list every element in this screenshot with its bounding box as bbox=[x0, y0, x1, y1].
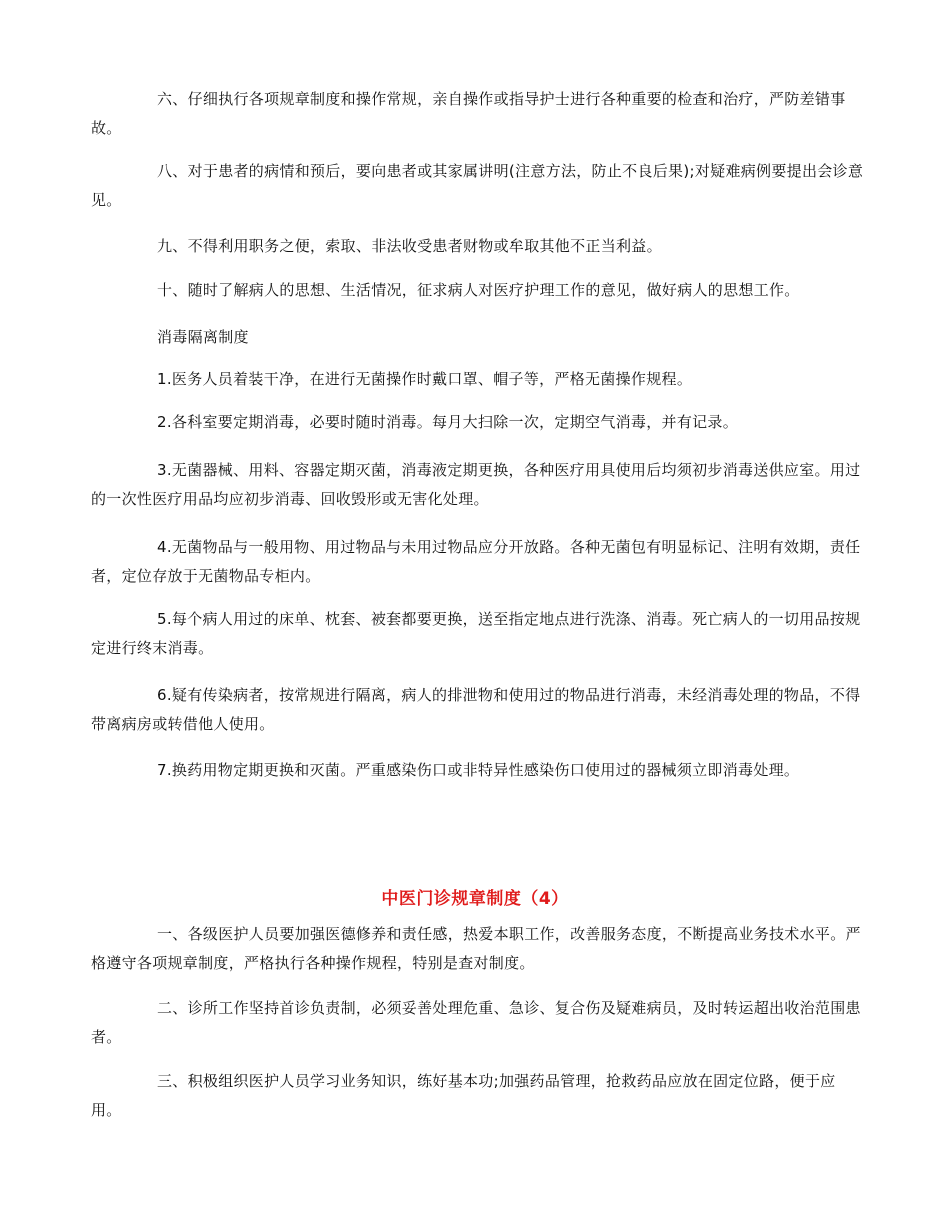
disinfection-item-7: 7.换药用物定期更换和灭菌。严重感染伤口或非特异性感染伤口使用过的器械须立即消毒处理。 bbox=[157, 761, 800, 779]
disinfection-item-4: 4.无菌物品与一般用物、用过物品与未用过物品应分开放路。各种无菌包有明显标记、注明有效期，责任者，定位存放于无菌物品专柜内。 bbox=[91, 538, 861, 585]
disinfection-item-5: 5.每个病人用过的床单、枕套、被套都要更换，送至指定地点进行洗涤、消毒。死亡病人的一切用品按规定进行终末消毒。 bbox=[91, 610, 861, 657]
paragraph-item-9: 九、不得利用职务之便，索取、非法收受患者财物或牟取其他不正当利益。 bbox=[157, 237, 662, 255]
disinfection-item-2: 2.各科室要定期消毒，必要时随时消毒。每月大扫除一次，定期空气消毒，并有记录。 bbox=[157, 413, 739, 431]
disinfection-item-3: 3.无菌器械、用料、容器定期灭菌，消毒液定期更换，各种医疗用具使用后均须初步消毒送供应室。用过的一次性医疗用品均应初步消毒、回收毁形或无害化处理。 bbox=[91, 461, 861, 508]
clinic-item-1: 一、各级医护人员要加强医德修养和责任感，热爱本职工作，改善服务态度，不断提高业务技术水平。严格遵守各项规章制度，严格执行各种操作规程，特别是查对制度。 bbox=[91, 925, 861, 972]
clinic-item-2: 二、诊所工作坚持首诊负责制，必须妥善处理危重、急诊、复合伤及疑难病员，及时转运超出收治范围患者。 bbox=[91, 999, 861, 1046]
section-heading: 中医门诊规章制度（4） bbox=[381, 889, 569, 909]
disinfection-title: 消毒隔离制度 bbox=[157, 328, 249, 346]
disinfection-item-1: 1.医务人员着装干净，在进行无菌操作时戴口罩、帽子等，严格无菌操作规程。 bbox=[157, 370, 693, 388]
paragraph-item-10: 十、随时了解病人的思想、生活情况，征求病人对医疗护理工作的意见，做好病人的思想工作。 bbox=[157, 281, 800, 299]
paragraph-item-6: 六、仔细执行各项规章制度和操作常规，亲自操作或指导护士进行各种重要的检查和治疗，严防差错事故。 bbox=[91, 90, 846, 137]
paragraph-item-8: 八、对于患者的病情和预后，要向患者或其家属讲明(注意方法，防止不良后果);对疑难病例要提出会诊意见。 bbox=[91, 162, 864, 209]
clinic-item-3: 三、积极组织医护人员学习业务知识，练好基本功;加强药品管理，抢救药品应放在固定位路，便于应用。 bbox=[91, 1072, 836, 1119]
disinfection-item-6: 6.疑有传染病者，按常规进行隔离，病人的排泄物和使用过的物品进行消毒，未经消毒处理的物品，不得带离病房或转借他人使用。 bbox=[91, 686, 861, 733]
